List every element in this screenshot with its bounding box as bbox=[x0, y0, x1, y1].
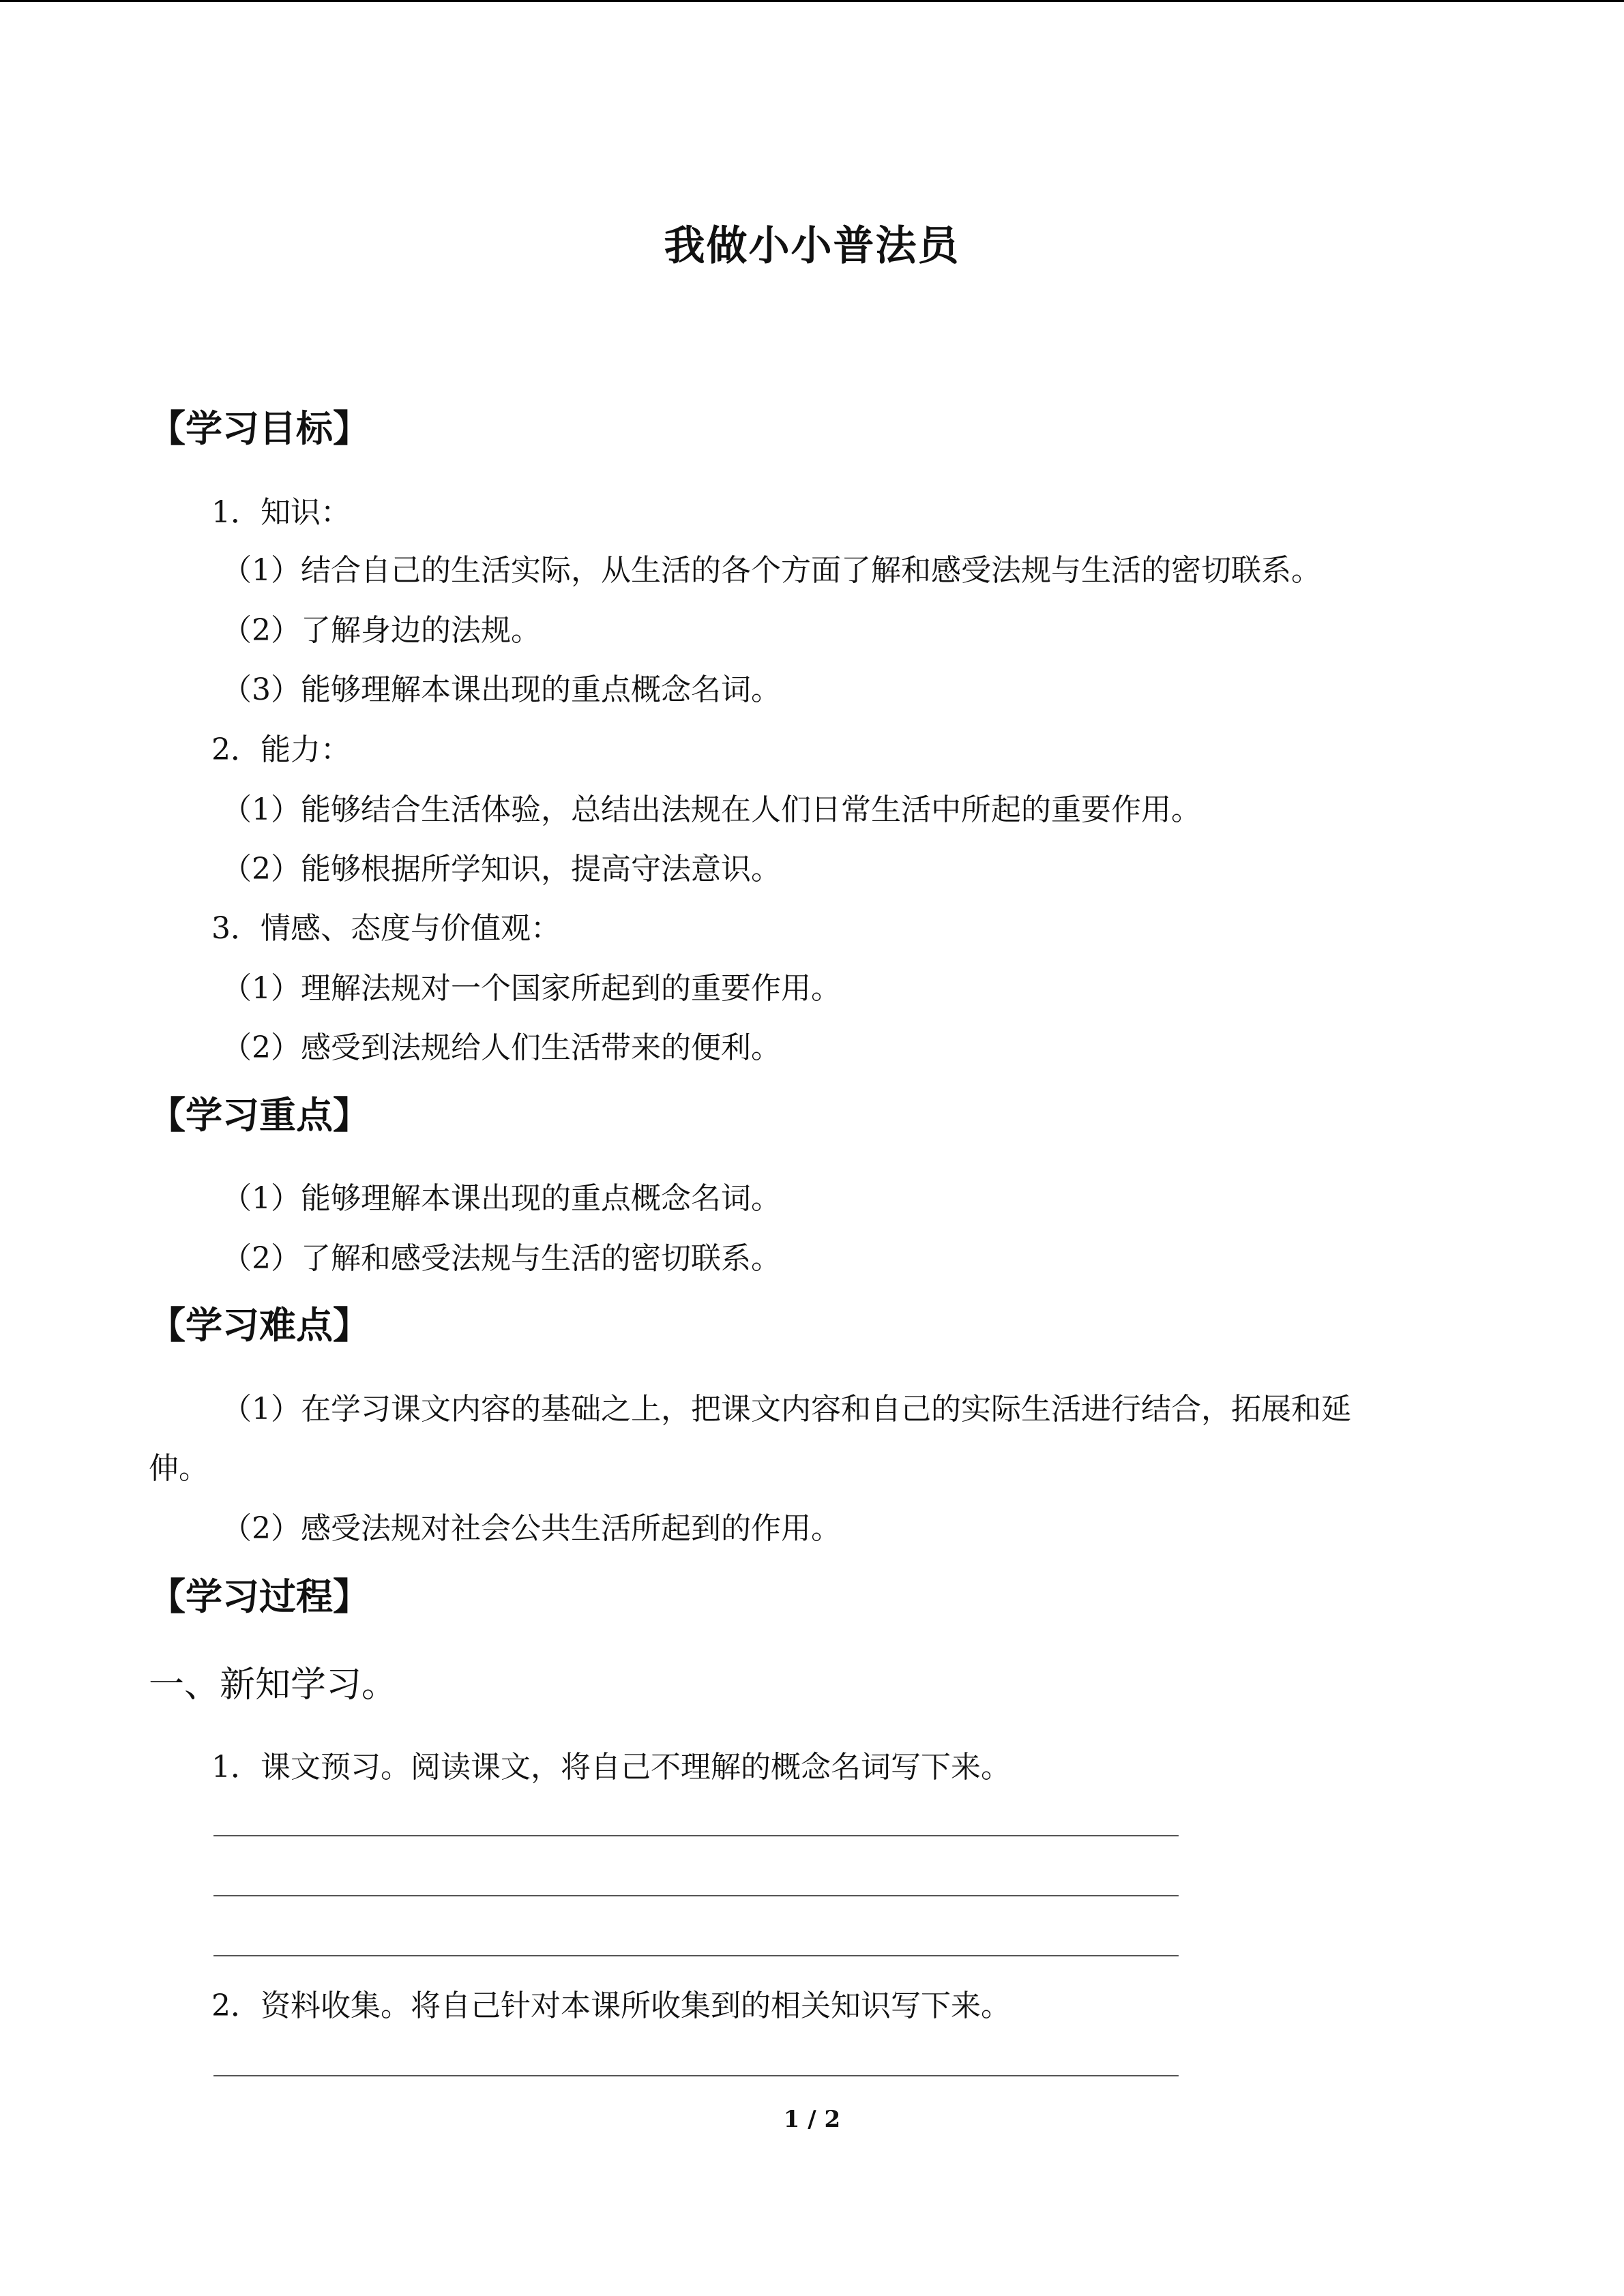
knowledge-item-1: （1）结合自己的生活实际，从生活的各个方面了解和感受法规与生活的密切联系。 bbox=[222, 553, 1321, 588]
task-1: 1．课文预习。阅读课文，将自己不理解的概念名词写下来。 bbox=[211, 1750, 1011, 1785]
key-points-heading: 【学习重点】 bbox=[149, 1094, 370, 1137]
values-item-2: （2）感受到法规给人们生活带来的便利。 bbox=[222, 1030, 781, 1065]
knowledge-label: 1．知识： bbox=[211, 495, 351, 530]
answer-line bbox=[213, 2075, 1179, 2076]
values-item-1: （1）理解法规对一个国家所起到的重要作用。 bbox=[222, 971, 841, 1006]
difficulty-1-line-1: （1）在学习课文内容的基础之上，把课文内容和自己的实际生活进行结合，拓展和延 bbox=[222, 1392, 1351, 1427]
knowledge-item-2: （2）了解身边的法规。 bbox=[222, 613, 541, 648]
knowledge-item-3: （3）能够理解本课出现的重点概念名词。 bbox=[222, 672, 781, 707]
ability-item-2: （2）能够根据所学知识，提高守法意识。 bbox=[222, 852, 781, 886]
difficulty-1-line-2: 伸。 bbox=[149, 1451, 209, 1486]
difficulty-2: （2）感受法规对社会公共生活所起到的作用。 bbox=[222, 1511, 841, 1546]
objectives-heading: 【学习目标】 bbox=[149, 407, 370, 450]
process-heading: 【学习过程】 bbox=[149, 1575, 370, 1618]
answer-line bbox=[213, 1955, 1179, 1956]
page-title: 我做小小普法员 bbox=[664, 222, 960, 270]
key-point-2: （2）了解和感受法规与生活的密切联系。 bbox=[222, 1241, 781, 1276]
page-number: 1 / 2 bbox=[783, 2106, 841, 2133]
difficulties-heading: 【学习难点】 bbox=[149, 1304, 370, 1347]
ability-label: 2．能力： bbox=[211, 732, 351, 767]
ability-item-1: （1）能够结合生活体验，总结出法规在人们日常生活中所起的重要作用。 bbox=[222, 792, 1201, 827]
answer-line bbox=[213, 1895, 1179, 1896]
answer-line bbox=[213, 1835, 1179, 1836]
key-point-1: （1）能够理解本课出现的重点概念名词。 bbox=[222, 1181, 781, 1216]
part-one-heading: 一、新知学习。 bbox=[149, 1665, 398, 1705]
task-2: 2．资料收集。将自己针对本课所收集到的相关知识写下来。 bbox=[211, 1988, 1011, 2023]
values-label: 3．情感、态度与价值观： bbox=[211, 911, 561, 946]
